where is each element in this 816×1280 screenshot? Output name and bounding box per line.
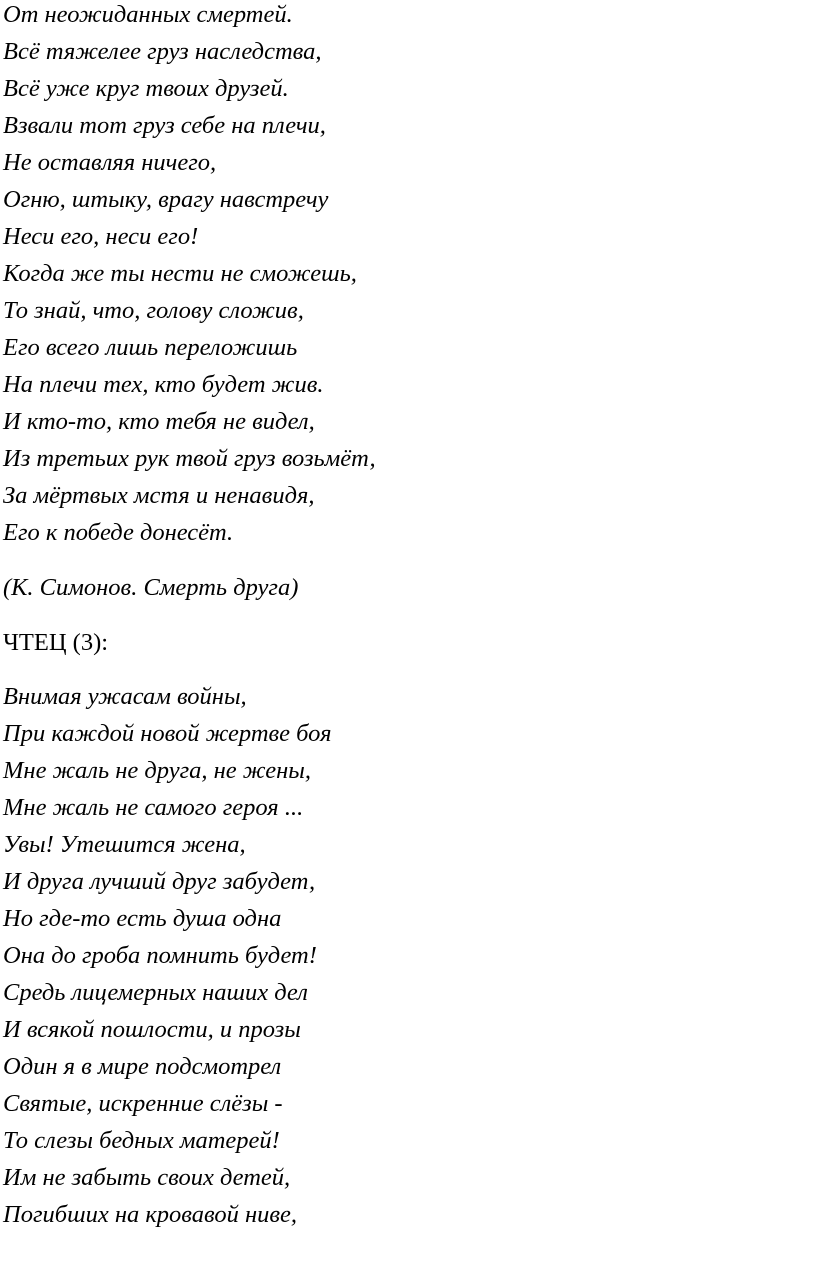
poem-line: Не оставляя ничего, (3, 149, 217, 176)
poem-line: От неожиданных смертей. (3, 1, 293, 28)
poem-line: Мне жаль не самого героя ... (3, 794, 304, 821)
poem-line: То слезы бедных матерей! (3, 1127, 280, 1154)
poem-line: Святые, искренние слёзы - (3, 1090, 283, 1117)
poem-line: Его всего лишь переложишь (3, 334, 298, 361)
poem-line: И кто-то, кто тебя не видел, (3, 408, 315, 435)
poem-line: И всякой пошлости, и прозы (3, 1016, 301, 1043)
poem-line: Когда же ты нести не сможешь, (3, 260, 357, 287)
poem-line: За мёртвых мстя и ненавидя, (3, 482, 315, 509)
poem-line: Им не забыть своих детей, (3, 1164, 291, 1191)
poem-line: Но где-то есть душа одна (3, 905, 282, 932)
poem-line: Она до гроба помнить будет! (3, 942, 317, 969)
poem-line: Мне жаль не друга, не жены, (3, 757, 312, 784)
poem-line: Средь лицемерных наших дел (3, 979, 308, 1006)
poem-line: То знай, что, голову сложив, (3, 297, 304, 324)
poem-line: Огню, штыку, врагу навстречу (3, 186, 329, 213)
poem-line: Внимая ужасам войны, (3, 683, 247, 710)
speaker-label: ЧТЕЦ (3): (3, 629, 109, 656)
poem-attribution: (К. Симонов. Смерть друга) (3, 574, 299, 601)
poem-line: Погибших на кровавой ниве, (3, 1201, 297, 1228)
poem-line: На плечи тех, кто будет жив. (3, 371, 324, 398)
poem-line: Его к победе донесёт. (3, 519, 234, 546)
poem-line: Неси его, неси его! (3, 223, 199, 250)
poem-line: Взвали тот груз себе на плечи, (3, 112, 326, 139)
poem-line: Из третьих рук твой груз возьмёт, (3, 445, 376, 472)
poem-line: При каждой новой жертве боя (3, 720, 332, 747)
poem-line: И друга лучший друг забудет, (3, 868, 316, 895)
poem-line: Один я в мире подсмотрел (3, 1053, 282, 1080)
poem-line: Всё тяжелее груз наследства, (3, 38, 322, 65)
poem-line: Увы! Утешится жена, (3, 831, 246, 858)
poem-line: Всё уже круг твоих друзей. (3, 75, 289, 102)
